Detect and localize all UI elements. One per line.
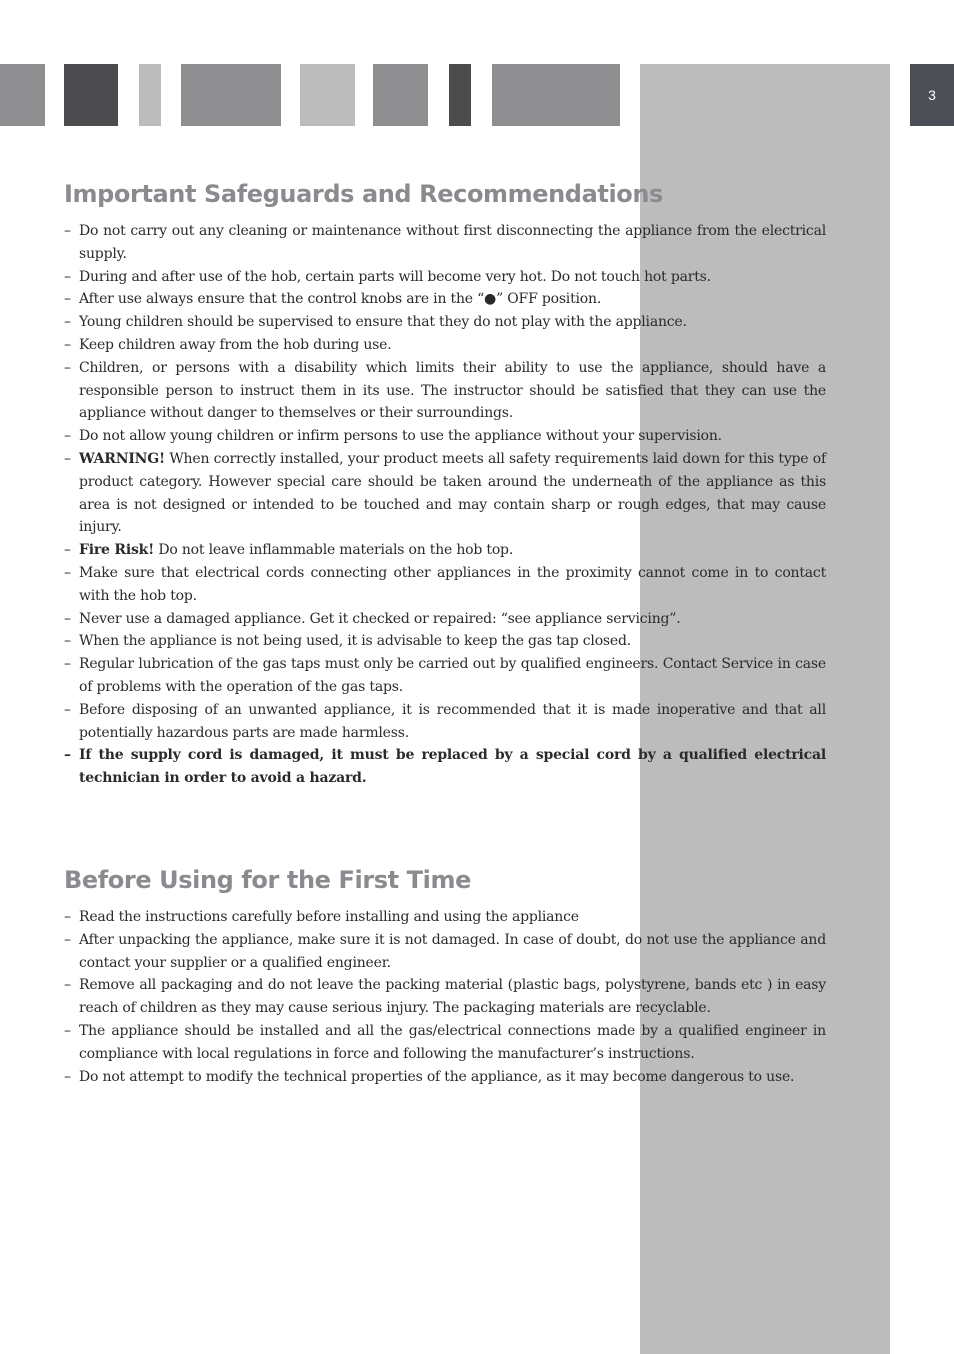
- item-text: Remove all packaging and do not leave the packing material (plastic bags, polystyrene, bands etc ) in easy reach of children as they may cause serious injury. The packaging materials are recyclable.: [79, 977, 826, 1017]
- list-item: [64, 266, 826, 289]
- item-lead: WARNING!: [79, 450, 165, 467]
- header-block-5: [300, 64, 355, 126]
- safeguards-list: [64, 220, 826, 790]
- item-text: During and after use of the hob, certain parts will become very hot. Do not touch hot parts.: [79, 268, 711, 285]
- item-text: Do not attempt to modify the technical properties of the appliance, as it may become dangerous to use.: [79, 1068, 795, 1085]
- item-text: Young children should be supervised to ensure that they do not play with the appliance.: [79, 314, 687, 331]
- header-block-2: [64, 64, 118, 126]
- list-item: [64, 1020, 826, 1066]
- header-block-6: [373, 64, 428, 126]
- list-item: [64, 974, 826, 1020]
- header-block-1: [0, 64, 45, 126]
- list-item: [64, 562, 826, 608]
- list-item: [64, 311, 826, 334]
- item-text: Keep children away from the hob during use.: [79, 336, 392, 353]
- item-text: Never use a damaged appliance. Get it checked or repaired: “see appliance servicing”.: [79, 610, 681, 627]
- list-item: [64, 744, 826, 790]
- item-lead: Fire Risk!: [79, 542, 155, 559]
- page-content: [64, 178, 826, 1088]
- list-item: [64, 630, 826, 653]
- header-block-4: [181, 64, 281, 126]
- list-item: [64, 653, 826, 699]
- item-text: Regular lubrication of the gas taps must only be carried out by qualified engineers. Contact Service in case of problems with the operation of the gas taps.: [79, 656, 826, 695]
- item-text: After unpacking the appliance, make sure it is not damaged. In case of doubt, do not use the appliance and contact your supplier or a qualified engineer.: [79, 931, 826, 971]
- first-use-list: [64, 906, 826, 1088]
- item-text: Before disposing of an unwanted appliance, it is recommended that it is made inoperative and that all potentially hazardous parts are made harmless.: [79, 701, 826, 741]
- item-text: When the appliance is not being used, it is advisable to keep the gas tap closed.: [79, 633, 632, 650]
- section-title: Important Safeguards and Recommendations: [64, 180, 663, 208]
- list-item: [64, 608, 826, 631]
- item-text: Read the instructions carefully before installing and using the appliance: [79, 908, 579, 925]
- item-text: Children, or persons with a disability which limits their ability to use the appliance, should have a responsible person to instruct them in its use. The instructor should be satisfied that they can use the appliance without danger to themselves or their surroundings.: [79, 359, 826, 422]
- list-item: [64, 288, 826, 311]
- list-item: [64, 699, 826, 745]
- item-text: When correctly installed, your product meets all safety requirements laid down for this type of product category. However special care should be taken around the underneath of the appliance as this area is not designed or intended to be touched and may contain sharp or rough edges, that may cause injury.: [79, 450, 826, 536]
- header-block-7: [449, 64, 471, 126]
- item-text: If the supply cord is damaged, it must be replaced by a special cord by a qualified electrical technician in order to avoid a hazard.: [79, 747, 826, 787]
- list-item: [64, 539, 826, 562]
- list-item: [64, 929, 826, 975]
- list-item: [64, 425, 826, 448]
- header-block-3: [139, 64, 161, 126]
- item-text: Do not leave inflammable materials on the hob top.: [154, 542, 514, 559]
- item-text: Do not allow young children or infirm persons to use the appliance without your supervision.: [79, 428, 722, 445]
- section-title: Before Using for the First Time: [64, 865, 471, 894]
- list-item: [64, 357, 826, 425]
- list-item: [64, 220, 826, 266]
- item-text: After use always ensure that the control knobs are in the “●” OFF position.: [79, 291, 602, 308]
- item-text: Make sure that electrical cords connecting other appliances in the proximity cannot come in to contact with the hob top.: [79, 564, 826, 604]
- list-item: [64, 1066, 826, 1089]
- header-block-8: [492, 64, 620, 126]
- page-number: 3: [910, 64, 954, 126]
- item-text: Do not carry out any cleaning or maintenance without first disconnecting the appliance from the electrical supply.: [79, 223, 826, 262]
- section-first-use: [64, 864, 826, 1088]
- section-safeguards: [64, 178, 826, 790]
- item-text: The appliance should be installed and all the gas/electrical connections made by a qualified engineer in compliance with local regulations in force and following the manufacturer’s instructions.: [79, 1022, 826, 1062]
- list-item: [64, 906, 826, 929]
- list-item: [64, 334, 826, 357]
- list-item: [64, 448, 826, 539]
